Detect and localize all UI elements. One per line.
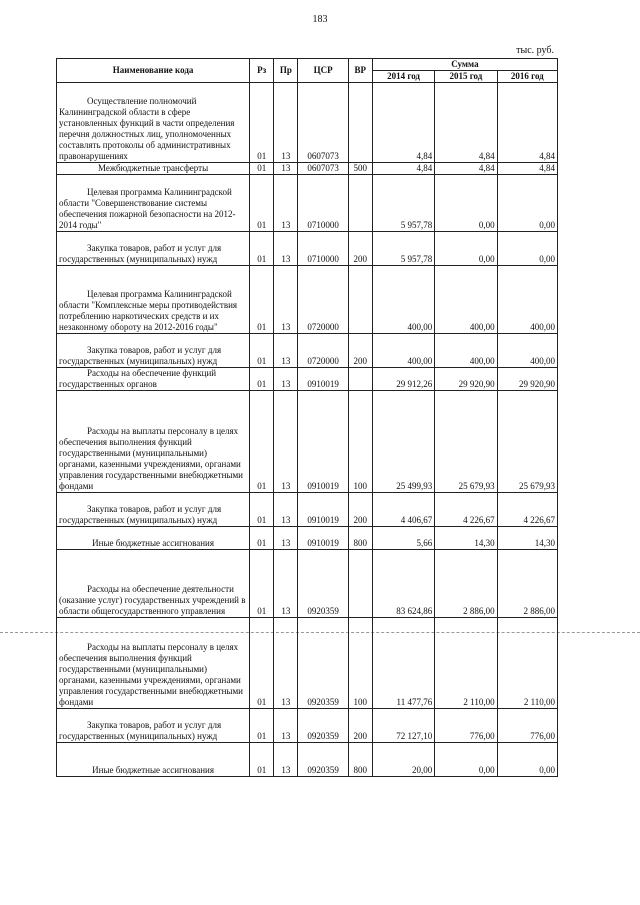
- row-name: Расходы на обеспечение деятельности (оказание услуг) государственных учреждений в области общегосударственного управления: [57, 550, 250, 618]
- table-row: [57, 368, 558, 391]
- row-sum-2014: 11 477,76: [372, 618, 434, 709]
- row-rz: 01: [250, 368, 274, 391]
- row-csr: 0910019: [298, 368, 348, 391]
- row-name: Расходы на выплаты персоналу в целях обеспечения выполнения функций государственными (муниципальными) органами, казенными учреждениями, органами управления государственными внебюджетными фондами: [57, 618, 250, 709]
- row-sum-2014: 5,66: [372, 527, 434, 550]
- row-sum-2015: 2 886,00: [435, 550, 497, 618]
- row-sum-2016: 25 679,93: [497, 391, 557, 493]
- table-body: [57, 83, 558, 777]
- header-2015: 2015 год: [435, 71, 497, 83]
- row-sum-2015: 0,00: [435, 175, 497, 232]
- row-pr: 13: [274, 743, 298, 777]
- row-sum-2015: 25 679,93: [435, 391, 497, 493]
- table-row: [57, 266, 558, 334]
- row-csr: 0710000: [298, 175, 348, 232]
- row-sum-2016: 2 886,00: [497, 550, 557, 618]
- row-sum-2015: 0,00: [435, 743, 497, 777]
- row-csr: 0710000: [298, 232, 348, 266]
- row-name: Расходы на выплаты персоналу в целях обеспечения выполнения функций государственными (муниципальными) органами, казенными учреждениями, органами управления государственными внебюджетными фондами: [57, 391, 250, 493]
- row-vr: 100: [348, 391, 372, 493]
- units-label: тыс. руб.: [516, 45, 554, 56]
- row-sum-2016: 0,00: [497, 175, 557, 232]
- row-sum-2016: 400,00: [497, 334, 557, 368]
- row-rz: 01: [250, 743, 274, 777]
- row-sum-2014: 400,00: [372, 334, 434, 368]
- row-pr: 13: [274, 334, 298, 368]
- row-sum-2014: 4 406,67: [372, 493, 434, 527]
- row-rz: 01: [250, 709, 274, 743]
- row-csr: 0607073: [298, 83, 348, 163]
- row-sum-2016: 29 920,90: [497, 368, 557, 391]
- row-sum-2014: 5 957,78: [372, 232, 434, 266]
- row-sum-2015: 2 110,00: [435, 618, 497, 709]
- row-csr: 0910019: [298, 391, 348, 493]
- row-rz: 01: [250, 83, 274, 163]
- row-rz: 01: [250, 527, 274, 550]
- row-vr: 200: [348, 493, 372, 527]
- row-csr: 0720000: [298, 266, 348, 334]
- row-rz: 01: [250, 266, 274, 334]
- row-sum-2016: 776,00: [497, 709, 557, 743]
- row-sum-2015: 4,84: [435, 163, 497, 175]
- row-sum-2016: 4,84: [497, 83, 557, 163]
- row-vr: 800: [348, 743, 372, 777]
- table-row: [57, 493, 558, 527]
- row-name: Осуществление полномочий Калининградской области в сфере установленных функций в части определения перечня должностных лиц, уполномоченных составлять протоколы об административных правонарушениях: [57, 83, 250, 163]
- table-row: [57, 709, 558, 743]
- row-name: Расходы на обеспечение функций государственных органов: [57, 368, 250, 391]
- row-name: Целевая программа Калининградской области "Комплексные меры противодействия потреблению наркотических средств и их незаконному обороту на 2012-2016 годы": [57, 266, 250, 334]
- row-pr: 13: [274, 709, 298, 743]
- row-pr: 13: [274, 618, 298, 709]
- row-sum-2014: 25 499,93: [372, 391, 434, 493]
- row-csr: 0910019: [298, 527, 348, 550]
- row-rz: 01: [250, 175, 274, 232]
- row-name: Иные бюджетные ассигнования: [57, 743, 250, 777]
- row-sum-2014: 4,84: [372, 83, 434, 163]
- page-number: 183: [312, 14, 328, 25]
- row-pr: 13: [274, 232, 298, 266]
- header-2014: 2014 год: [372, 71, 434, 83]
- row-csr: 0920359: [298, 550, 348, 618]
- row-csr: 0720000: [298, 334, 348, 368]
- header-csr: ЦСР: [298, 59, 348, 83]
- row-rz: 01: [250, 232, 274, 266]
- row-sum-2014: 4,84: [372, 163, 434, 175]
- budget-table: [56, 58, 558, 777]
- row-vr: [348, 175, 372, 232]
- row-vr: 100: [348, 618, 372, 709]
- row-sum-2014: 400,00: [372, 266, 434, 334]
- row-name: Межбюджетные трансферты: [57, 163, 250, 175]
- row-csr: 0920359: [298, 743, 348, 777]
- row-pr: 13: [274, 368, 298, 391]
- table-header: [57, 59, 558, 83]
- row-name: Закупка товаров, работ и услуг для государственных (муниципальных) нужд: [57, 334, 250, 368]
- row-vr: [348, 550, 372, 618]
- row-pr: 13: [274, 175, 298, 232]
- row-vr: 200: [348, 232, 372, 266]
- row-vr: [348, 368, 372, 391]
- row-pr: 13: [274, 550, 298, 618]
- header-2016: 2016 год: [497, 71, 557, 83]
- row-sum-2016: 4 226,67: [497, 493, 557, 527]
- row-vr: 800: [348, 527, 372, 550]
- row-sum-2016: 2 110,00: [497, 618, 557, 709]
- header-sum: Сумма: [372, 59, 557, 71]
- table-row: [57, 550, 558, 618]
- row-sum-2014: 83 624,86: [372, 550, 434, 618]
- table-row: [57, 391, 558, 493]
- table-row: [57, 163, 558, 175]
- row-rz: 01: [250, 163, 274, 175]
- row-sum-2014: 29 912,26: [372, 368, 434, 391]
- row-csr: 0920359: [298, 618, 348, 709]
- row-vr: [348, 83, 372, 163]
- row-name: Закупка товаров, работ и услуг для государственных (муниципальных) нужд: [57, 709, 250, 743]
- row-sum-2016: 4,84: [497, 163, 557, 175]
- header-rz: Рз: [250, 59, 274, 83]
- table-row: [57, 334, 558, 368]
- row-csr: 0607073: [298, 163, 348, 175]
- row-sum-2016: 14,30: [497, 527, 557, 550]
- row-sum-2015: 400,00: [435, 334, 497, 368]
- row-sum-2015: 0,00: [435, 232, 497, 266]
- row-name: Закупка товаров, работ и услуг для государственных (муниципальных) нужд: [57, 493, 250, 527]
- row-rz: 01: [250, 334, 274, 368]
- row-sum-2015: 4,84: [435, 83, 497, 163]
- row-rz: 01: [250, 618, 274, 709]
- row-rz: 01: [250, 493, 274, 527]
- row-pr: 13: [274, 527, 298, 550]
- row-pr: 13: [274, 266, 298, 334]
- row-csr: 0910019: [298, 493, 348, 527]
- row-vr: [348, 266, 372, 334]
- table-row: [57, 743, 558, 777]
- header-pr: Пр: [274, 59, 298, 83]
- table-row: [57, 232, 558, 266]
- row-sum-2015: 4 226,67: [435, 493, 497, 527]
- row-sum-2015: 400,00: [435, 266, 497, 334]
- row-pr: 13: [274, 83, 298, 163]
- row-sum-2015: 14,30: [435, 527, 497, 550]
- table-row: [57, 175, 558, 232]
- table-row: [57, 83, 558, 163]
- row-sum-2014: 20,00: [372, 743, 434, 777]
- row-pr: 13: [274, 493, 298, 527]
- row-sum-2014: 72 127,10: [372, 709, 434, 743]
- row-sum-2015: 29 920,90: [435, 368, 497, 391]
- row-sum-2014: 5 957,78: [372, 175, 434, 232]
- table-row: [57, 618, 558, 709]
- table-row: [57, 527, 558, 550]
- row-name: Целевая программа Калининградской области "Совершенствование системы обеспечения пожарной безопасности на 2012-2014 годы": [57, 175, 250, 232]
- row-sum-2016: 0,00: [497, 743, 557, 777]
- row-rz: 01: [250, 550, 274, 618]
- row-vr: 200: [348, 709, 372, 743]
- row-sum-2015: 776,00: [435, 709, 497, 743]
- row-vr: 500: [348, 163, 372, 175]
- row-sum-2016: 400,00: [497, 266, 557, 334]
- header-name: Наименование кода: [57, 59, 250, 83]
- row-name: Иные бюджетные ассигнования: [57, 527, 250, 550]
- row-csr: 0920359: [298, 709, 348, 743]
- row-pr: 13: [274, 391, 298, 493]
- row-sum-2016: 0,00: [497, 232, 557, 266]
- header-vr: ВР: [348, 59, 372, 83]
- row-name: Закупка товаров, работ и услуг для государственных (муниципальных) нужд: [57, 232, 250, 266]
- row-vr: 200: [348, 334, 372, 368]
- row-pr: 13: [274, 163, 298, 175]
- row-rz: 01: [250, 391, 274, 493]
